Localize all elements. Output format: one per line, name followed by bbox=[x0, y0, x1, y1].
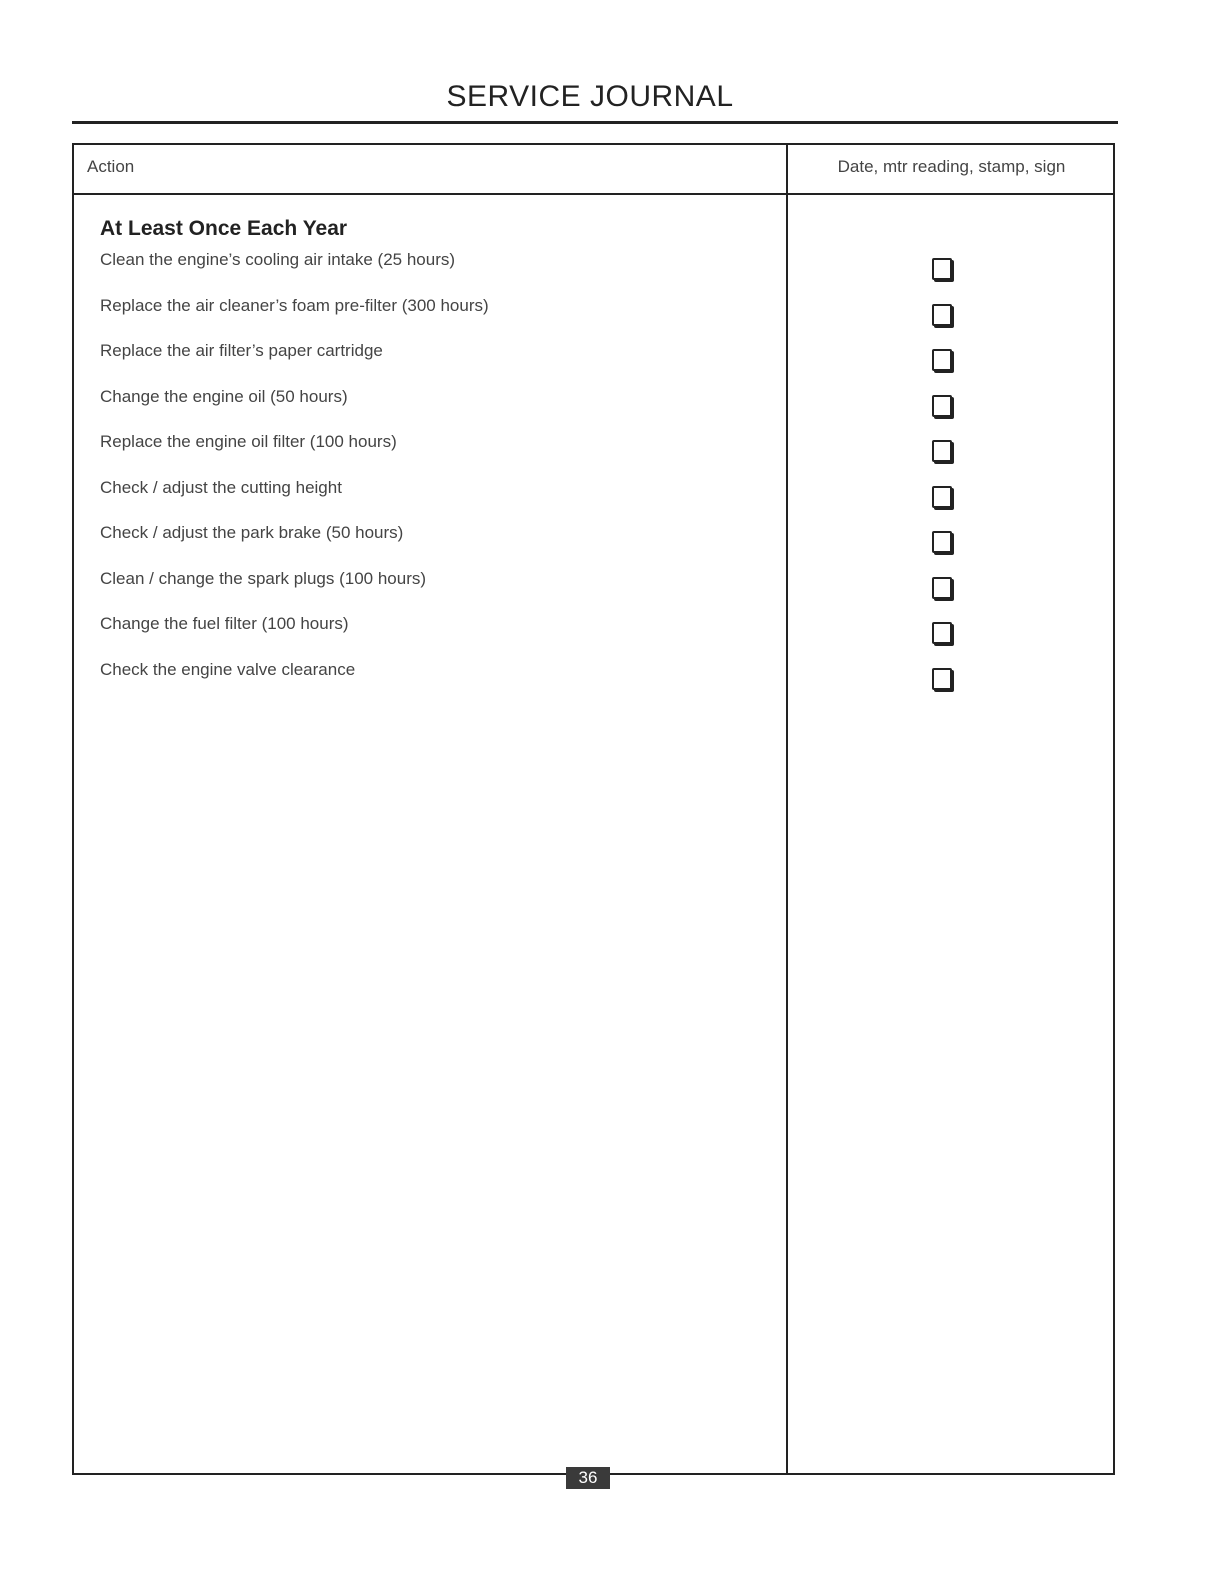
task-row bbox=[74, 612, 1113, 658]
task-row bbox=[74, 521, 1113, 567]
page-number: 36 bbox=[566, 1467, 610, 1489]
task-row bbox=[74, 658, 1113, 704]
task-checkbox[interactable] bbox=[932, 304, 952, 326]
service-journal-table bbox=[72, 143, 1115, 1475]
task-row bbox=[74, 294, 1113, 340]
task-label: Change the fuel filter (100 hours) bbox=[100, 614, 349, 633]
task-checkbox[interactable] bbox=[932, 349, 952, 371]
task-row bbox=[74, 567, 1113, 613]
task-label: Clean / change the spark plugs (100 hours) bbox=[100, 568, 427, 588]
task-label: Check / adjust the cutting height bbox=[100, 477, 342, 497]
header-divider bbox=[74, 193, 1113, 195]
task-label: Replace the air filter’s paper cartridge bbox=[100, 341, 383, 360]
action-column-header: Action bbox=[87, 157, 135, 176]
task-label: Replace the engine oil filter (100 hours) bbox=[100, 432, 397, 451]
task-checkbox[interactable] bbox=[932, 440, 952, 462]
task-row bbox=[74, 430, 1113, 476]
task-row bbox=[74, 476, 1113, 522]
task-label: Change the engine oil (50 hours) bbox=[100, 386, 348, 406]
task-row bbox=[74, 248, 1113, 294]
task-checkbox[interactable] bbox=[932, 668, 952, 690]
task-checkbox[interactable] bbox=[932, 622, 952, 644]
task-checkbox[interactable] bbox=[932, 531, 952, 553]
task-checkbox[interactable] bbox=[932, 258, 952, 280]
date-column-header: Date, mtr reading, stamp, sign bbox=[837, 157, 1066, 176]
task-row bbox=[74, 339, 1113, 385]
task-row bbox=[74, 385, 1113, 431]
task-list bbox=[74, 248, 1113, 703]
task-checkbox[interactable] bbox=[932, 577, 952, 599]
title-rule bbox=[72, 121, 1118, 124]
page-title: SERVICE JOURNAL bbox=[446, 80, 734, 113]
task-checkbox[interactable] bbox=[932, 395, 952, 417]
section-heading: At Least Once Each Year bbox=[100, 217, 348, 240]
task-label: Check / adjust the park brake (50 hours) bbox=[100, 523, 404, 542]
task-label: Check the engine valve clearance bbox=[100, 659, 356, 679]
task-label: Replace the air cleaner’s foam pre-filter (300 hours) bbox=[100, 295, 489, 315]
task-checkbox[interactable] bbox=[932, 486, 952, 508]
task-label: Clean the engine’s cooling air intake (25 hours) bbox=[100, 250, 456, 269]
